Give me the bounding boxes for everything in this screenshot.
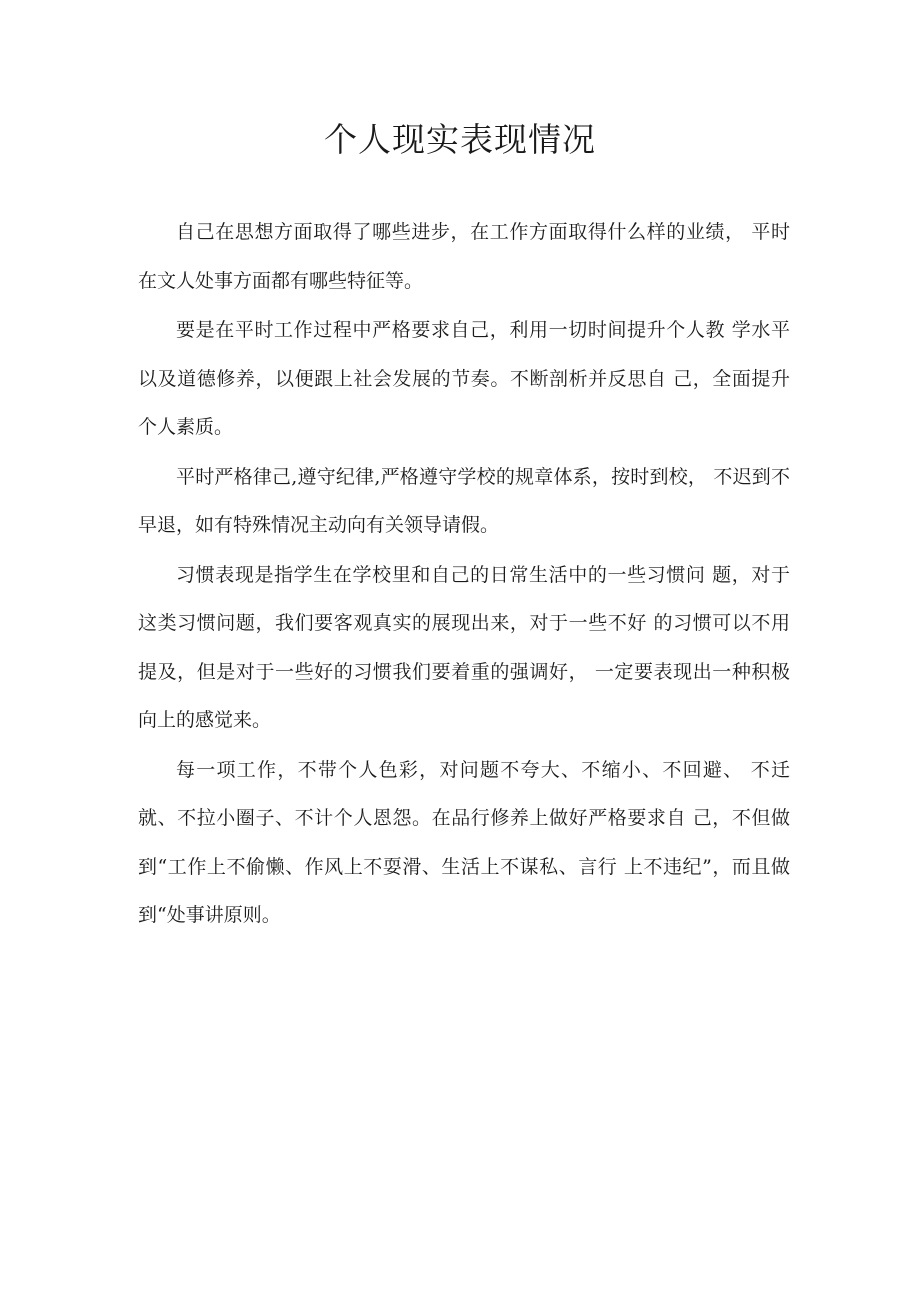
paragraph-4: 习惯表现是指学生在学校里和自己的日常生活中的一些习惯问 题，对于这类习惯问题，我们要客观真实的展现出来，对于一些不好 的习惯可以不用提及，但是对于一些好的习惯我们要着重的强调好， 一定要表现出一种积极向上的感觉来。 [138,563,790,731]
document-body [138,208,790,941]
paragraph-2: 要是在平时工作过程中严格要求自己，利用一切时间提升个人教 学水平以及道德修养，以便跟上社会发展的节奏。不断剖析并反思自 己，全面提升个人素质。 [138,319,790,438]
paragraph-5: 每一项工作，不带个人色彩，对问题不夸大、不缩小、不回避、 不迁就、不拉小圈子、不计个人恩怨。在品行修养上做好严格要求自 己，不但做到“工作上不偷懒、作风上不耍滑、生活上不谋私、言行 上不违纪”，而且做到“处事讲原则。 [138,758,790,926]
paragraph-1: 自己在思想方面取得了哪些进步，在工作方面取得什么样的业绩， 平时在文人处事方面都有哪些特征等。 [138,221,790,292]
paragraph-3: 平时严格律己,遵守纪律,严格遵守学校的规章体系，按时到校， 不迟到不早退，如有特殊情况主动向有关领导请假。 [138,465,790,536]
page-title: 个人现实表现情况 [324,120,596,159]
